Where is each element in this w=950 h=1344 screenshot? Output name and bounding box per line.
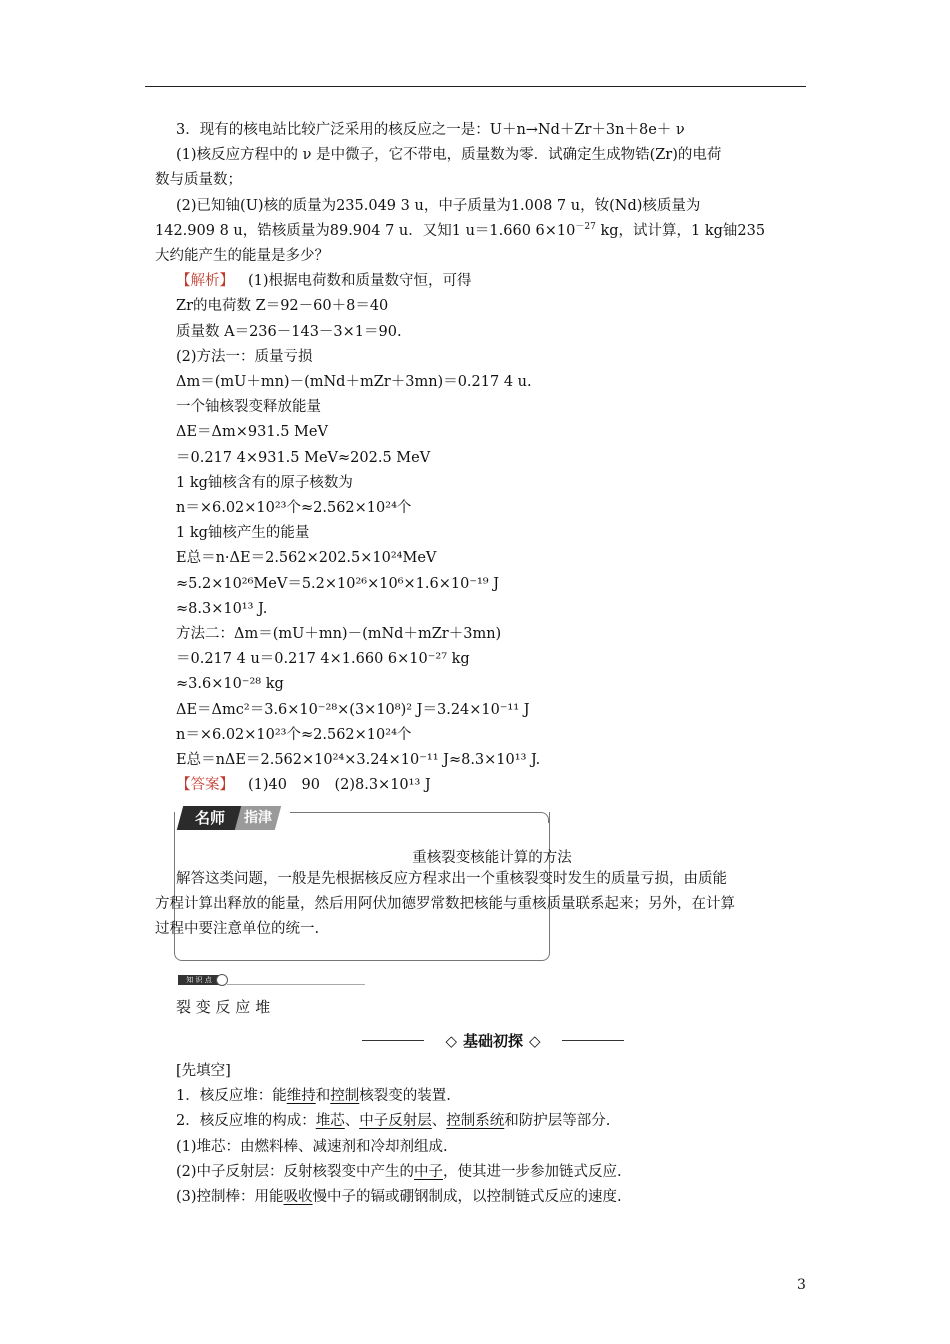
header-rule <box>145 86 806 87</box>
question-sub2-end: 大约能产生的能量是多少？ <box>155 248 329 265</box>
tip-title: 重核裂变核能计算的方法 <box>412 850 572 866</box>
analysis-line-5: Δm＝(mU＋mn)－(mNd＋mZr＋3mn)＝0.217 4 u. <box>176 374 532 391</box>
tip-box-top-border <box>290 812 549 823</box>
analysis-line-10: n＝×6.02×10²³个≈2.562×10²⁴个 <box>176 500 412 517</box>
tip-body <box>155 867 810 943</box>
analysis-line-20: E总＝nΔE＝2.562×10²⁴×3.24×10⁻¹¹ J≈8.3×10¹³ J. <box>176 752 541 769</box>
analysis-line-13: ≈5.2×10²⁶MeV＝5.2×10²⁶×10⁶×1.6×10⁻¹⁹ J <box>176 575 500 592</box>
question-sub1-cont: 数与质量数； <box>155 172 242 189</box>
section-heading <box>362 1030 624 1051</box>
tip-paragraph-2: 方程计算出释放的能量，然后用阿伏加德罗常数把核能与重核质量联系起来；另外，在计算 <box>155 896 735 913</box>
answer-tag: 【答案】 <box>176 777 234 794</box>
fill-section <box>176 1059 816 1210</box>
question-sub2-cont: 142.909 8 u，锆核质量为89.904 7 u．又知1 u＝1.660 $6\times 10^{-27}$ kg，试计算，1 kg铀235 <box>155 221 766 239</box>
analysis-line-2: Zr的电荷数 Z＝92－60＋8＝40 <box>176 298 389 315</box>
answer-line: 【答案】 (1)40 90 (2)8.3×10¹³ J <box>176 777 431 794</box>
knowledge-point-label: 知 识 点 <box>178 975 220 985</box>
analysis-line-8: ＝0.217 4×931.5 MeV≈202.5 MeV <box>176 449 431 466</box>
analysis-line-3: 质量数 A＝236－143－3×1＝90. <box>176 323 402 340</box>
analysis-line-11: 1 kg铀核产生的能量 <box>176 525 310 542</box>
tip-badge <box>174 803 292 831</box>
tip-badge-secondary: 指津 <box>235 806 281 830</box>
diamond-right-icon: ◇ <box>529 1032 541 1050</box>
analysis-line-18: ΔE＝Δmc²＝3.6×10⁻²⁸×(3×10⁸)² J＝3.24×10⁻¹¹ J <box>176 701 530 718</box>
analysis-line-12: E总＝n·ΔE＝2.562×202.5×10²⁴MeV <box>176 550 437 567</box>
tip-paragraph-1: 解答这类问题，一般是先根据核反应方程求出一个重核裂变时发生的质量亏损，由质能 <box>176 871 727 887</box>
fill-line-1: 1．核反应堆：能维持和控制核裂变的装置. <box>176 1088 451 1105</box>
section-dash-left <box>362 1040 424 1041</box>
fill-line-3: (1)堆芯：由燃料棒、减速剂和冷却剂组成. <box>176 1138 448 1155</box>
analysis-line-17: ≈3.6×10⁻²⁸ kg <box>176 676 284 693</box>
analysis-line-14: ≈8.3×10¹³ J. <box>176 600 268 617</box>
tip-badge-main: 名师 <box>177 806 243 830</box>
fill-line-5: (3)控制棒：用能吸收慢中子的镉或硼钢制成，以控制链式反应的速度. <box>176 1189 622 1206</box>
knowledge-point-line <box>227 984 365 985</box>
section-dash-right <box>562 1040 624 1041</box>
document-body <box>155 118 810 798</box>
page-number: 3 <box>797 1277 806 1293</box>
fill-line-2: 2．核反应堆的构成：堆芯、中子反射层、控制系统和防护层等部分. <box>176 1113 611 1130</box>
analysis-line-15: 方法二：Δm＝(mU＋mn)－(mNd＋mZr＋3mn) <box>176 626 502 643</box>
question-line: 3．现有的核电站比较广泛采用的核反应之一是：U＋n→Nd＋Zr＋3n＋8e＋ ν <box>176 122 685 138</box>
analysis-line-7: ΔE＝Δm×931.5 MeV <box>176 424 328 441</box>
fill-line-4: (2)中子反射层：反射核裂变中产生的中子，使其进一步参加链式反应. <box>176 1163 622 1180</box>
question-sub1: (1)核反应方程中的 ν 是中微子，它不带电，质量数为零．试确定生成物锆(Zr)的电荷 <box>176 147 722 164</box>
analysis-line-9: 1 kg铀核含有的原子核数为 <box>176 474 353 491</box>
knowledge-heading: 裂 变 反 应 堆 <box>176 998 271 1016</box>
section-title: 基础初探 <box>462 1032 523 1050</box>
tip-paragraph-3: 过程中要注意单位的统一. <box>155 921 320 938</box>
knowledge-point-bar <box>178 974 365 986</box>
analysis-line-4: (2)方法一：质量亏损 <box>176 348 313 365</box>
diamond-left-icon: ◇ <box>445 1032 457 1050</box>
analysis-line-16: ＝0.217 4 u＝0.217 4×1.660 6×10⁻²⁷ kg <box>176 651 470 668</box>
analysis-line-1: 【解析】 (1)根据电荷数和质量数守恒，可得 <box>176 273 472 290</box>
question-sub2: (2)已知铀(U)核的质量为235.049 3 u，中子质量为1.008 7 u，钕(Nd)核质量为 <box>176 197 701 214</box>
fill-label: [先填空] <box>176 1063 231 1079</box>
analysis-tag: 【解析】 <box>176 273 234 290</box>
analysis-line-19: n＝×6.02×10²³个≈2.562×10²⁴个 <box>176 726 412 743</box>
analysis-line-6: 一个铀核裂变释放能量 <box>176 399 321 416</box>
